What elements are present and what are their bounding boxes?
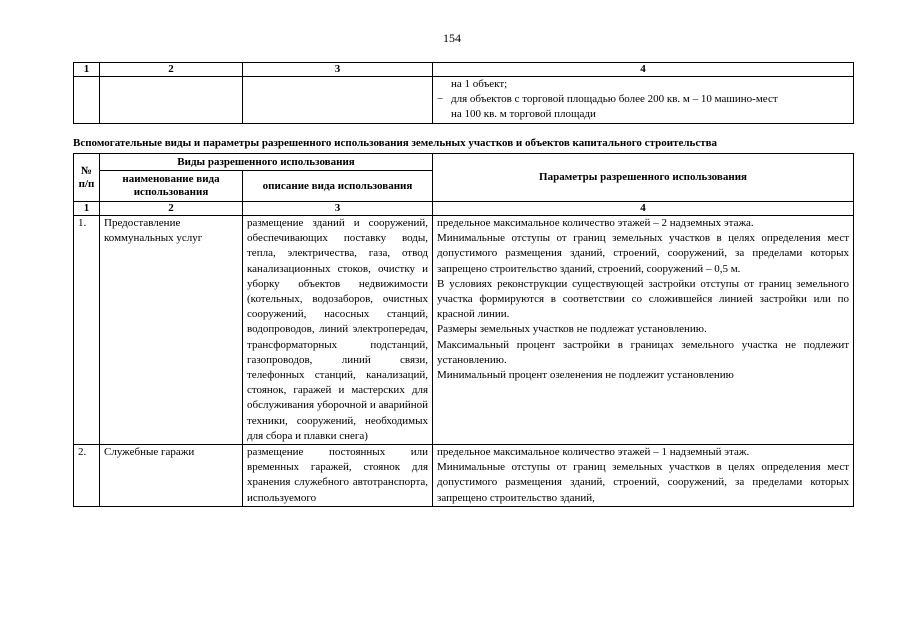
empty-cell	[100, 77, 243, 124]
col-number-3: 3	[243, 63, 433, 77]
header-row	[74, 154, 854, 171]
column-number-row	[74, 63, 854, 77]
usage-params	[433, 216, 854, 445]
usage-description: размещение постоянных или временных гаражей, стоянок для хранения служебного автотранспорта, используемого	[243, 445, 433, 507]
bullet-text-continued: на 100 кв. м торговой площади	[451, 108, 596, 121]
col-number-2: 2	[100, 63, 243, 77]
col-number-1: 1	[74, 202, 100, 216]
number-header	[74, 154, 100, 202]
bullet-item	[437, 92, 849, 107]
usage-name	[100, 216, 243, 445]
row-number: 2.	[74, 445, 100, 507]
number-label: №	[80, 164, 93, 177]
usage-params	[433, 445, 854, 507]
usage-description: размещение зданий и сооружений, обеспечивающих поставку воды, тепла, электричества, газа, отвод канализационных стоков, очистку и уборку объектов недвижимости (котельных, водозаборов, очистных сооружений, насосных станций, водопроводов, линий электропередач, трансформаторных подстанций, газопроводов, линий связи, телефонных станций, канализаций, стоянок, гаражей и мастерских для обслуживания уборочной и аварийной техники, сооружений, необходимых для сбора и плавки снега)	[243, 216, 433, 445]
column-number-row	[74, 202, 854, 216]
param-paragraph: предельное максимальное количество этажей – 1 надземный этаж.	[437, 446, 750, 459]
description-header: описание вида использования	[243, 171, 433, 202]
table-row	[74, 445, 854, 507]
name-label: наименование вида	[122, 173, 220, 185]
col-number-1: 1	[74, 63, 100, 77]
param-paragraph: Минимальные отступы от границ земельных участков в целях определения мест допустимого размещения зданий, строений, сооружений, за пределами которых запрещено строительство зданий,	[437, 461, 850, 504]
col-number-4: 4	[433, 202, 854, 216]
empty-cell	[243, 77, 433, 124]
param-paragraph: Минимальные отступы от границ земельных участков в целях определения мест допустимого размещения зданий, строений, сооружений, за пределами которых запрещено строительство зданий, строений, сооружений – 0,5 м.	[437, 232, 850, 275]
name-label-2: использования	[133, 186, 209, 198]
params-header: Параметры разрешенного использования	[433, 154, 854, 202]
bullet-text: для объектов с торговой площадью более 200 кв. м – 10 машино-мест	[451, 93, 778, 106]
params-cell	[433, 77, 854, 124]
bullet-mark: −	[437, 93, 444, 106]
usage-group-header: Виды разрешенного использования	[100, 154, 433, 171]
param-paragraph: Размеры земельных участков не подлежат установлению.	[437, 323, 707, 336]
param-paragraph: Минимальный процент озеленения не подлежит установлению	[437, 369, 734, 382]
param-paragraph: Максимальный процент застройки в границах земельного участка не подлежит установлению.	[437, 338, 850, 366]
row-number: 1.	[74, 216, 100, 445]
param-paragraph: В условиях реконструкции существующей застройки отступы от границ земельного участка формируются в соответствии со сложившейся линией застройки или по красной линии.	[437, 277, 850, 321]
col-number-2: 2	[100, 202, 243, 216]
continued-line: на 1 объект;	[451, 78, 508, 90]
page-number: 154	[443, 31, 461, 45]
usage-name-line: Предоставление	[104, 217, 181, 229]
section-title: Вспомогательные виды и параметры разрешенного использования земельных участков и объектов капитального строительства	[73, 137, 718, 149]
table-row	[74, 77, 854, 124]
col-number-4: 4	[433, 63, 854, 77]
table-row	[74, 216, 854, 445]
usage-name-line: коммунальных услуг	[104, 232, 203, 245]
continued-table	[73, 62, 854, 124]
param-paragraph: предельное максимальное количество этажей – 2 надземных этажа.	[437, 217, 754, 229]
name-header	[100, 171, 243, 202]
usage-table	[73, 153, 854, 507]
empty-cell	[74, 77, 100, 124]
number-label-2: п/п	[78, 177, 95, 190]
col-number-3: 3	[243, 202, 433, 216]
usage-name: Служебные гаражи	[100, 445, 243, 507]
